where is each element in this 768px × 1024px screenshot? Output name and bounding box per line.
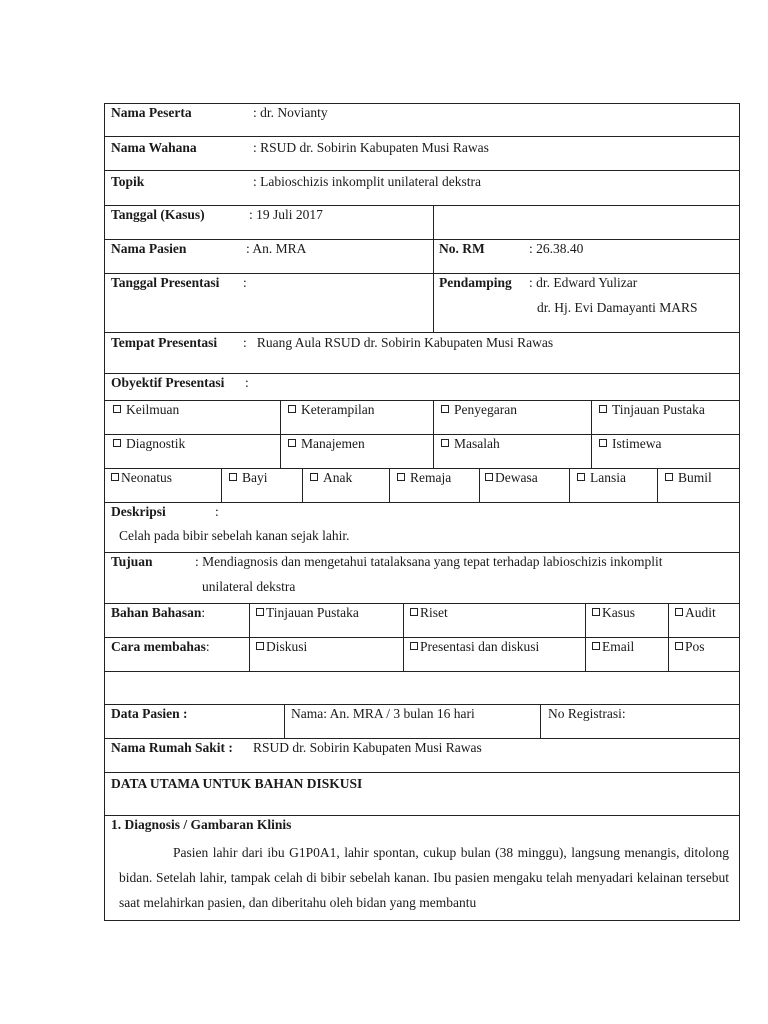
column-divider [657,469,658,502]
bahan-bahasan-colon: : [201,605,206,620]
data-pasien-registrasi: No Registrasi: [548,706,626,721]
nama-wahana-label: Nama Wahana [111,140,197,155]
checkbox-icon [665,473,673,481]
row-obyektif [104,373,740,401]
option-label: Lansia [590,470,626,485]
row-rumah-sakit [104,738,740,773]
row-nama-pasien [104,239,740,274]
option-email[interactable] [592,639,634,655]
row-data-utama [104,772,740,816]
column-divider [302,469,303,502]
column-divider [668,638,669,671]
column-divider [433,435,434,468]
pendamping-2: dr. Hj. Evi Damayanti MARS [537,300,698,315]
tempat-presentasi-value: : Ruang Aula RSUD dr. Sobirin Kabupaten Musi Rawas [243,335,554,350]
checkbox-icon [288,439,296,447]
option-manajemen[interactable] [288,436,365,452]
tanggal-presentasi-label: Tanggal Presentasi [111,275,220,290]
row-nama-peserta [104,103,740,137]
option-istimewa[interactable] [599,436,662,452]
checkbox-icon [441,439,449,447]
option-label: Presentasi dan diskusi [420,639,540,654]
row-bahan-bahasan [104,603,740,638]
option-bumil[interactable] [665,470,712,486]
column-divider [249,604,250,637]
cara-membahas-colon: : [205,639,210,654]
column-divider [433,401,434,434]
checkbox-icon [599,405,607,413]
option-label: Diagnostik [126,436,186,451]
row-obyektif-options-2 [104,434,740,469]
column-divider [585,638,586,671]
option-keilmuan[interactable] [113,402,179,418]
data-utama-heading: DATA UTAMA UNTUK BAHAN DISKUSI [111,776,363,791]
option-label: Keterampilan [301,402,375,417]
checkbox-icon [256,642,264,650]
tanggal-presentasi-value: : [243,275,247,290]
column-divider [479,469,480,502]
column-divider [433,274,434,332]
tempat-presentasi-label: Tempat Presentasi [111,335,218,350]
option-label: Dewasa [495,470,538,485]
row-tujuan [104,552,740,604]
option-masalah[interactable] [441,436,500,452]
option-dewasa[interactable] [485,470,538,486]
obyektif-colon: : [245,375,249,390]
checkbox-icon [111,473,119,481]
option-label: Neonatus [121,470,172,485]
tujuan-label: Tujuan [111,554,153,569]
checkbox-icon [113,439,121,447]
column-divider [249,638,250,671]
nama-wahana-value: : RSUD dr. Sobirin Kabupaten Musi Rawas [253,140,489,155]
tujuan-line-2: unilateral dekstra [202,579,296,594]
option-riset[interactable] [410,605,448,621]
no-rm-label: No. RM [439,241,485,256]
rumah-sakit-value: RSUD dr. Sobirin Kabupaten Musi Rawas [253,740,482,755]
row-age-groups [104,468,740,503]
column-divider [433,240,434,273]
option-label: Bayi [242,470,268,485]
rumah-sakit-label: Nama Rumah Sakit : [111,740,233,755]
tujuan-line-1: : Mendiagnosis dan mengetahui tatalaksana yang tepat terhadap labioschizis inkomplit [195,554,663,569]
tanggal-kasus-label: Tanggal (Kasus) [111,207,205,222]
column-divider [668,604,669,637]
option-label: Bumil [678,470,712,485]
checkbox-icon [675,642,683,650]
option-keterampilan[interactable] [288,402,374,418]
row-data-pasien [104,704,740,739]
topik-value: : Labioschizis inkomplit unilateral dekstra [253,174,481,189]
option-presentasi-diskusi[interactable] [410,639,539,655]
column-divider [591,435,592,468]
row-diagnosis [104,815,740,921]
column-divider [403,604,404,637]
cara-membahas-label-wrap [111,639,210,655]
row-obyektif-options-1 [104,400,740,435]
data-pasien-label: Data Pasien : [111,706,188,721]
option-bayi[interactable] [229,470,268,486]
checkbox-icon [441,405,449,413]
option-label: Istimewa [612,436,662,451]
option-label: Remaja [410,470,452,485]
column-divider [389,469,390,502]
data-pasien-nama: Nama: An. MRA / 3 bulan 16 hari [291,706,475,721]
row-tempat-presentasi [104,332,740,374]
pendamping-label: Pendamping [439,275,512,290]
column-divider [280,435,281,468]
diagnosis-paragraph: Pasien lahir dari ibu G1P0A1, lahir spontan, cukup bulan (38 minggu), langsung menangis, ditolong bidan. Setelah lahir, tampak celah di bibir sebelah kanan. Ibu pasien mengaku telah menyadari kelainan tersebut saat melahirkan pasien, dan diberitahu oleh bidan yang membantu [119,845,729,910]
checkbox-icon [592,608,600,616]
nama-peserta-value: : dr. Novianty [253,105,328,120]
option-kasus[interactable] [592,605,635,621]
option-label: Email [602,639,635,654]
option-label: Keilmuan [126,402,180,417]
checkbox-icon [410,608,418,616]
checkbox-icon [256,608,264,616]
option-label: Pos [685,639,705,654]
column-divider [403,638,404,671]
checkbox-icon [577,473,585,481]
option-label: Masalah [454,436,500,451]
checkbox-icon [229,473,237,481]
row-tanggal-presentasi [104,273,740,333]
row-topik [104,170,740,206]
column-divider [591,401,592,434]
column-divider [433,206,434,239]
option-audit[interactable] [675,605,716,621]
option-label: Diskusi [266,639,308,654]
column-divider [280,401,281,434]
deskripsi-colon: : [215,504,219,519]
option-label: Riset [420,605,448,620]
option-tinjauan-pustaka[interactable] [599,402,705,418]
nama-peserta-label: Nama Peserta [111,105,192,120]
option-diagnostik[interactable] [113,436,185,452]
column-divider [585,604,586,637]
row-nama-wahana [104,136,740,171]
option-label: Kasus [602,605,635,620]
diagnosis-heading: 1. Diagnosis / Gambaran Klinis [111,817,292,832]
option-label: Tinjauan Pustaka [612,402,705,417]
option-label: Tinjauan Pustaka [266,605,359,620]
option-label: Audit [685,605,716,620]
column-divider [540,705,541,738]
topik-label: Topik [111,174,145,189]
obyektif-label: Obyektif Presentasi [111,375,225,390]
nama-pasien-label: Nama Pasien [111,241,187,256]
checkbox-icon [485,473,493,481]
checkbox-icon [592,642,600,650]
row-cara-membahas [104,637,740,672]
option-neonatus[interactable] [111,470,172,486]
column-divider [221,469,222,502]
option-label: Anak [323,470,353,485]
cara-membahas-label: Cara membahas [111,639,206,654]
option-pos[interactable] [675,639,705,655]
option-tinjauan-pustaka-bahan[interactable] [256,605,359,621]
checkbox-icon [288,405,296,413]
option-diskusi[interactable] [256,639,307,655]
bahan-bahasan-label: Bahan Bahasan [111,605,202,620]
no-rm-value: : 26.38.40 [529,241,584,256]
checkbox-icon [410,642,418,650]
option-label: Manajemen [301,436,365,451]
deskripsi-label: Deskripsi [111,504,166,519]
nama-pasien-value: : An. MRA [246,241,307,256]
bahan-bahasan-label-wrap [111,605,205,621]
checkbox-icon [113,405,121,413]
option-label: Penyegaran [454,402,517,417]
tanggal-kasus-value: : 19 Juli 2017 [249,207,323,222]
row-deskripsi [104,502,740,553]
checkbox-icon [310,473,318,481]
checkbox-icon [675,608,683,616]
row-empty [104,671,740,705]
option-remaja[interactable] [397,470,451,486]
option-lansia[interactable] [577,470,626,486]
option-penyegaran[interactable] [441,402,517,418]
checkbox-icon [397,473,405,481]
option-anak[interactable] [310,470,352,486]
column-divider [569,469,570,502]
column-divider [284,705,285,738]
pendamping-1: : dr. Edward Yulizar [529,275,638,290]
deskripsi-text: Celah pada bibir sebelah kanan sejak lahir. [119,528,350,543]
row-tanggal-kasus [104,205,740,240]
checkbox-icon [599,439,607,447]
